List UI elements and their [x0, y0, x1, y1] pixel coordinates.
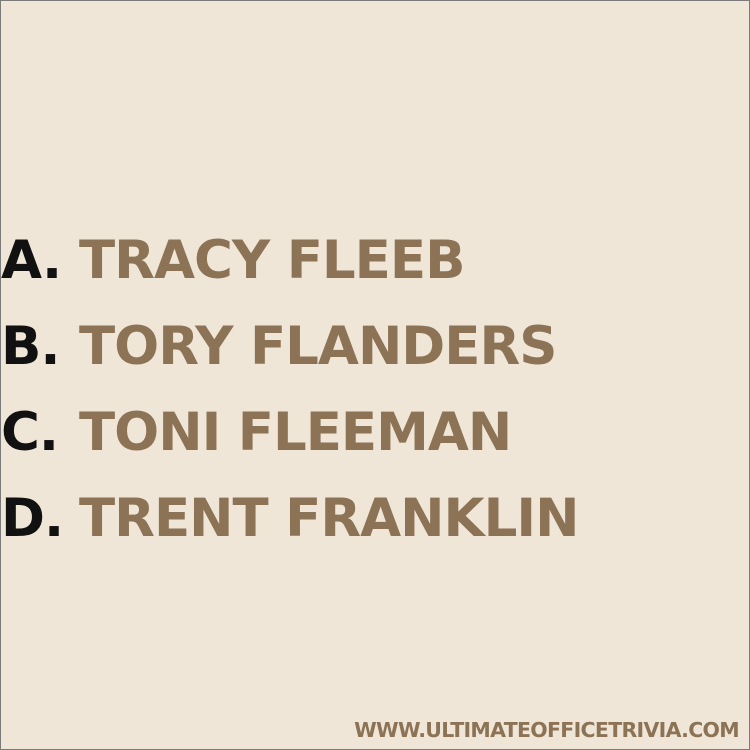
- answer-option-d: [1, 475, 578, 561]
- answer-letter: B.: [1, 315, 60, 377]
- answer-letter: C.: [1, 401, 59, 463]
- website-url: WWW.ULTIMATEOFFICETRIVIA.COM: [354, 717, 739, 742]
- answer-text: TRENT FRANKLIN: [79, 487, 579, 549]
- answer-option-b: [1, 303, 578, 389]
- answer-option-c: [1, 389, 578, 475]
- answer-option-a: [1, 217, 578, 303]
- answer-text: TRACY FLEEB: [79, 229, 465, 291]
- answer-letter: A.: [1, 229, 62, 291]
- answer-list: [1, 217, 578, 561]
- answer-text: TONI FLEEMAN: [79, 401, 512, 463]
- answer-letter: D.: [1, 487, 64, 549]
- answer-text: TORY FLANDERS: [79, 315, 557, 377]
